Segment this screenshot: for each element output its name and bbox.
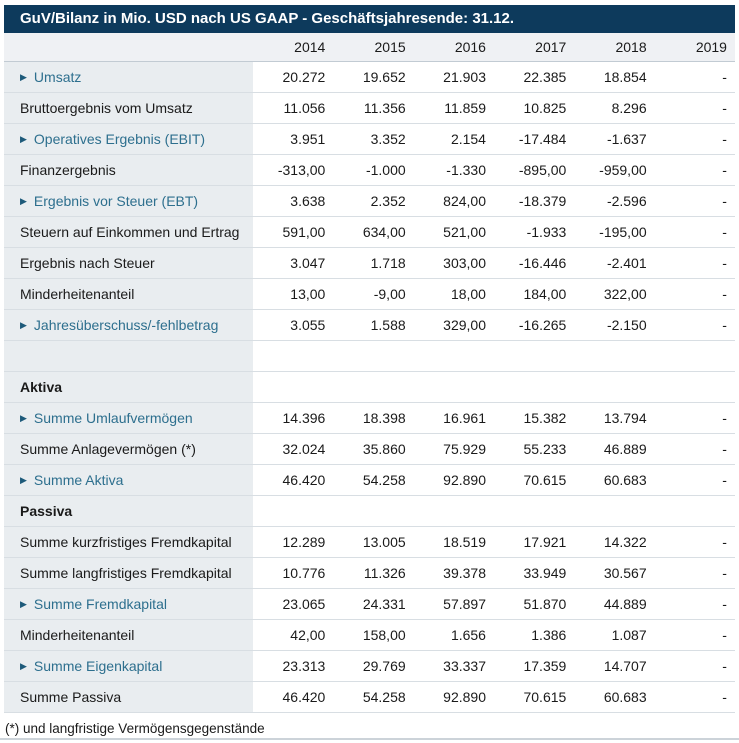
value-cell: - [722, 658, 727, 674]
bottom-divider [0, 738, 739, 740]
value-cell: - [722, 286, 727, 302]
value-cell: 13,00 [290, 286, 326, 302]
row-label-text: Minderheitenanteil [20, 286, 135, 302]
value-cell: 11.056 [283, 100, 326, 116]
value-cell: 1.087 [611, 627, 647, 643]
value-cell: 18.519 [443, 534, 486, 550]
value-cell [333, 372, 413, 402]
row-label-link[interactable] [4, 403, 253, 433]
value-cell: 14.396 [282, 410, 326, 426]
row-label-link[interactable] [4, 651, 253, 681]
row-label-text: Umsatz [33, 69, 82, 85]
value-cell [655, 496, 735, 526]
value-cell: - [722, 162, 727, 178]
value-cell: 18.854 [603, 69, 647, 85]
value-cell: -1.637 [606, 131, 647, 147]
row-label [4, 93, 253, 123]
year-header-2015: 2015 [374, 39, 406, 55]
value-cell [253, 372, 333, 402]
value-cell: 16.961 [443, 410, 486, 426]
value-cell: 39.378 [443, 565, 486, 581]
value-cell: 184,00 [523, 286, 567, 302]
value-cell: 60.683 [603, 472, 647, 488]
expand-arrow-icon: ▶ [20, 195, 27, 206]
row-label-link[interactable] [4, 465, 253, 495]
row-label [4, 527, 253, 557]
value-cell: 1.386 [531, 627, 567, 643]
value-cell [414, 372, 494, 402]
value-cell: 3.638 [290, 193, 326, 209]
value-cell: -313,00 [277, 162, 326, 178]
value-cell: 13.005 [362, 534, 406, 550]
value-cell: 23.313 [282, 658, 326, 674]
value-cell: 322,00 [603, 286, 647, 302]
value-cell: - [722, 472, 727, 488]
value-cell: - [722, 255, 727, 271]
table-row [4, 496, 735, 527]
value-cell: 591,00 [282, 224, 326, 240]
value-cell: - [722, 689, 727, 705]
table-row [4, 682, 735, 713]
year-header-2014: 2014 [294, 39, 326, 55]
value-cell: 3.055 [290, 317, 326, 333]
value-cell: 521,00 [443, 224, 486, 240]
value-cell: 46.420 [282, 689, 326, 705]
row-label-text: Summe kurzfristiges Fremdkapital [20, 534, 232, 550]
table-row [4, 279, 735, 310]
value-cell: 2.154 [450, 131, 486, 147]
row-label-text: Jahresüberschuss/-fehlbetrag [33, 317, 219, 333]
value-cell [574, 372, 654, 402]
row-label [4, 682, 253, 712]
value-cell: -17.484 [518, 131, 567, 147]
value-cell: 75.929 [443, 441, 486, 457]
value-cell: 51.870 [523, 596, 567, 612]
table-row [4, 155, 735, 186]
value-cell: 13.794 [603, 410, 647, 426]
table-body [4, 62, 735, 713]
value-cell [333, 341, 413, 371]
row-label-text: Summe Umlaufvermögen [33, 410, 193, 426]
table-row [4, 465, 735, 496]
value-cell: 15.382 [523, 410, 567, 426]
value-cell: -2.150 [606, 317, 647, 333]
value-cell: 1.588 [370, 317, 406, 333]
expand-arrow-icon: ▶ [20, 660, 27, 671]
row-label [4, 248, 253, 278]
table-row [4, 651, 735, 682]
value-cell: 1.718 [370, 255, 406, 271]
row-label-text: Ergebnis nach Steuer [20, 255, 155, 271]
value-cell: -1.933 [526, 224, 567, 240]
row-label-text: Summe Passiva [20, 689, 122, 705]
row-label-link[interactable] [4, 310, 253, 340]
row-label-text: Bruttoergebnis vom Umsatz [20, 100, 193, 116]
table-row [4, 124, 735, 155]
value-cell: 14.707 [603, 658, 647, 674]
value-cell: - [722, 534, 727, 550]
value-cell: 21.903 [443, 69, 486, 85]
row-label [4, 434, 253, 464]
row-label-link[interactable] [4, 62, 253, 92]
row-label-text: Ergebnis vor Steuer (EBT) [33, 193, 199, 209]
value-cell: 2.352 [370, 193, 406, 209]
value-cell: 24.331 [362, 596, 406, 612]
value-cell: 303,00 [443, 255, 486, 271]
value-cell [414, 341, 494, 371]
row-label [4, 372, 253, 402]
value-cell: 8.296 [611, 100, 647, 116]
value-cell: 92.890 [443, 472, 486, 488]
value-cell: -195,00 [599, 224, 647, 240]
value-cell: - [722, 317, 727, 333]
row-label-link[interactable] [4, 124, 253, 154]
row-label [4, 496, 253, 526]
value-cell: 33.949 [523, 565, 567, 581]
value-cell: 23.065 [282, 596, 326, 612]
value-cell [253, 496, 333, 526]
row-label [4, 341, 253, 371]
value-cell [574, 341, 654, 371]
table-row [4, 403, 735, 434]
value-cell: 32.024 [282, 441, 326, 457]
value-cell: -1.330 [446, 162, 486, 178]
value-cell: 18,00 [450, 286, 486, 302]
row-label [4, 558, 253, 588]
value-cell [574, 496, 654, 526]
row-label-text: Aktiva [20, 379, 63, 395]
row-label-link[interactable] [4, 589, 253, 619]
table-row [4, 310, 735, 341]
value-cell: -959,00 [599, 162, 647, 178]
value-cell: - [722, 441, 727, 457]
row-label-text: Operatives Ergebnis (EBIT) [33, 131, 206, 147]
value-cell: 60.683 [603, 689, 647, 705]
value-cell: - [722, 193, 727, 209]
row-label-text: Minderheitenanteil [20, 627, 135, 643]
value-cell: - [722, 69, 727, 85]
row-label-text: Summe Eigenkapital [33, 658, 163, 674]
value-cell: 3.352 [370, 131, 406, 147]
year-header-2018: 2018 [615, 39, 647, 55]
row-label-text: Passiva [20, 503, 73, 519]
expand-arrow-icon: ▶ [20, 474, 27, 485]
value-cell: 55.233 [523, 441, 567, 457]
expand-arrow-icon: ▶ [20, 319, 27, 330]
value-cell [414, 496, 494, 526]
value-cell: -895,00 [518, 162, 567, 178]
year-header-spacer [4, 33, 253, 61]
value-cell: 30.567 [603, 565, 647, 581]
value-cell: - [722, 565, 727, 581]
row-label-text: Summe Fremdkapital [33, 596, 167, 612]
table-title: GuV/Bilanz in Mio. USD nach US GAAP - Geschäftsjahresende: 31.12. [4, 5, 735, 33]
value-cell: 10.825 [523, 100, 567, 116]
value-cell: 329,00 [443, 317, 486, 333]
row-label-text: Steuern auf Einkommen und Ertrag [20, 224, 240, 240]
expand-arrow-icon: ▶ [20, 71, 27, 82]
row-label-text: Summe Aktiva [33, 472, 124, 488]
value-cell: 54.258 [362, 689, 406, 705]
value-cell: 54.258 [362, 472, 406, 488]
value-cell: 29.769 [362, 658, 406, 674]
table-row [4, 558, 735, 589]
value-cell: 11.356 [363, 100, 406, 116]
value-cell: - [722, 100, 727, 116]
value-cell: -2.596 [606, 193, 647, 209]
expand-arrow-icon: ▶ [20, 412, 27, 423]
value-cell [494, 496, 574, 526]
year-header-2016: 2016 [454, 39, 486, 55]
value-cell [655, 372, 735, 402]
value-cell [655, 341, 735, 371]
year-header-row [4, 33, 735, 62]
expand-arrow-icon: ▶ [20, 598, 27, 609]
row-label-text: Summe Anlagevermögen (*) [20, 441, 196, 457]
value-cell: 18.398 [362, 410, 406, 426]
value-cell: 17.921 [523, 534, 567, 550]
value-cell: 634,00 [362, 224, 406, 240]
table-row [4, 62, 735, 93]
value-cell: 70.615 [523, 689, 567, 705]
value-cell: -2.401 [606, 255, 647, 271]
value-cell: 158,00 [362, 627, 406, 643]
value-cell: 70.615 [523, 472, 567, 488]
value-cell: 10.776 [282, 565, 326, 581]
value-cell [333, 496, 413, 526]
year-header-2019: 2019 [695, 39, 727, 55]
value-cell: 46.420 [282, 472, 326, 488]
value-cell: 1.656 [450, 627, 486, 643]
table-row [4, 248, 735, 279]
value-cell: -1.000 [365, 162, 406, 178]
row-label-text: Summe langfristiges Fremdkapital [20, 565, 232, 581]
value-cell: - [722, 627, 727, 643]
value-cell: 17.359 [523, 658, 567, 674]
row-label-text: Finanzergebnis [20, 162, 116, 178]
value-cell: 44.889 [603, 596, 647, 612]
value-cell: 20.272 [282, 69, 326, 85]
value-cell: 12.289 [282, 534, 326, 550]
row-label [4, 217, 253, 247]
value-cell: 92.890 [443, 689, 486, 705]
value-cell: - [722, 131, 727, 147]
row-label-link[interactable] [4, 186, 253, 216]
value-cell: -16.446 [518, 255, 567, 271]
value-cell [494, 341, 574, 371]
footnote: (*) und langfristige Vermögensgegenstände [5, 721, 265, 736]
table-row [4, 434, 735, 465]
value-cell: - [722, 596, 727, 612]
value-cell: 14.322 [603, 534, 647, 550]
value-cell: 35.860 [362, 441, 406, 457]
table-row [4, 341, 735, 372]
expand-arrow-icon: ▶ [20, 133, 27, 144]
value-cell: 3.047 [290, 255, 326, 271]
value-cell [253, 341, 333, 371]
value-cell: 42,00 [290, 627, 326, 643]
table-row [4, 93, 735, 124]
value-cell: - [722, 410, 727, 426]
value-cell: 3.951 [290, 131, 326, 147]
table-row [4, 372, 735, 403]
value-cell: 57.897 [443, 596, 486, 612]
table-row [4, 217, 735, 248]
table-row [4, 620, 735, 651]
value-cell: 46.889 [603, 441, 647, 457]
value-cell: -18.379 [518, 193, 567, 209]
value-cell: -16.265 [518, 317, 567, 333]
year-header-2017: 2017 [535, 39, 567, 55]
value-cell: 11.859 [444, 100, 486, 116]
table-row [4, 186, 735, 217]
value-cell: 22.385 [523, 69, 567, 85]
value-cell: -9,00 [373, 286, 406, 302]
value-cell: 33.337 [443, 658, 486, 674]
value-cell: - [722, 224, 727, 240]
table-row [4, 527, 735, 558]
value-cell: 824,00 [443, 193, 486, 209]
value-cell: 11.326 [363, 565, 406, 581]
value-cell [494, 372, 574, 402]
table-row [4, 589, 735, 620]
row-label [4, 620, 253, 650]
row-label [4, 279, 253, 309]
row-label [4, 155, 253, 185]
value-cell: 19.652 [362, 69, 406, 85]
